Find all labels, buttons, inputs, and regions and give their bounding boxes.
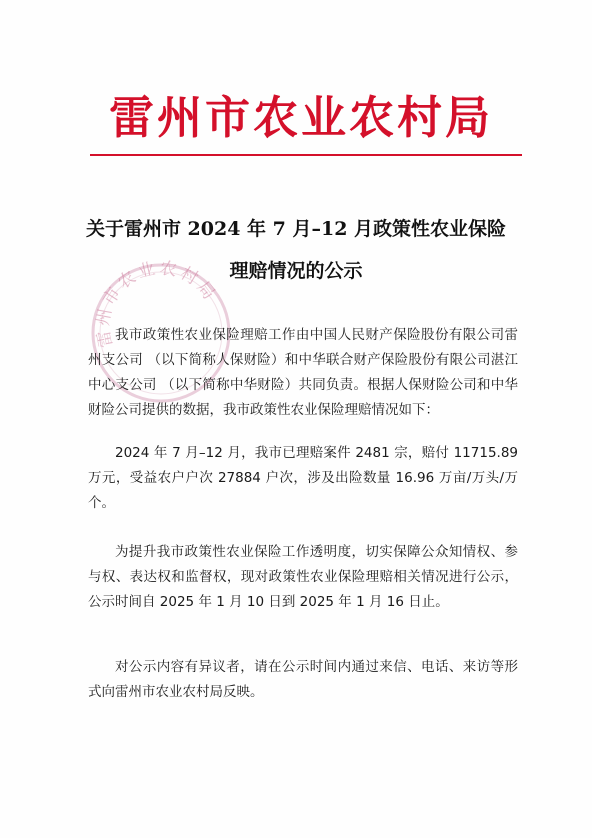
notice-title-line-2: 理赔情况的公示 [229,260,363,282]
body-paragraph-1: 我市政策性农业保险理赔工作由中国人民财产保险股份有限公司雷州支公司 （以下简称人保财险）和中华联合财产保险股份有限公司湛江中心支公司 （以下简称中华财险）共同负责。根据人保财险公司和中华财险公司提供的数据，我市政策性农业保险理赔情况如下： [88,327,518,418]
header-organization: 雷州市农业农村局 [108,91,493,144]
seal-text: 雷州市农业农村局 [93,258,221,350]
body-paragraph-2: 2024 年 7 月–12 月，我市已理赔案件 2481 宗，赔付 11715.89 万元，受益农户户次 27884 户次，涉及出险数量 16.96 万亩/万头/万个。 [88,445,518,511]
body-paragraph-3: 为提升我市政策性农业保险工作透明度，切实保障公众知情权、参与权、表达权和监督权，现对政策性农业保险理赔相关情况进行公示，公示时间自 2025 年 1 月 10 日到 2025 年 1 月 16 日止。 [88,544,518,610]
body-paragraph-4: 对公示内容有异议者，请在公示时间内通过来信、电话、来访等形式向雷州市农业农村局反映。 [88,659,518,700]
notice-title-line-1: 关于雷州市 2024 年 7 月–12 月政策性农业保险 [85,218,507,240]
header-red-rule [90,154,522,156]
